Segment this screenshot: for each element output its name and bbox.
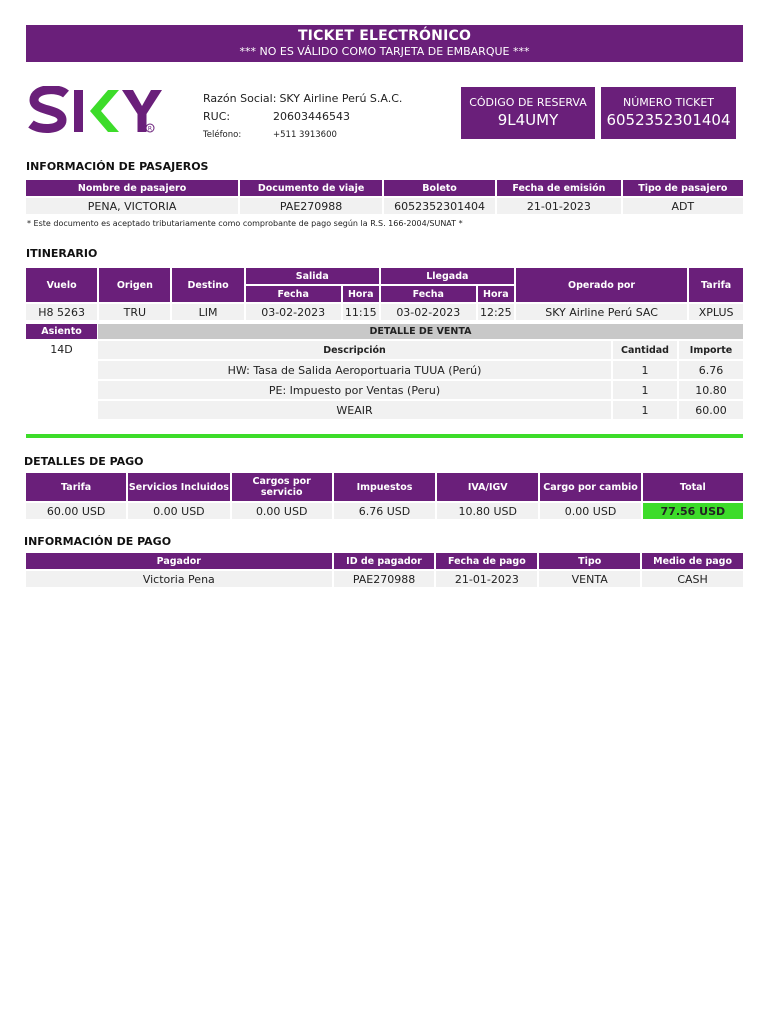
- seat-table: [24, 322, 99, 359]
- passengers-section-title: INFORMACIÓN DE PASAJEROS: [26, 160, 209, 173]
- col-header: Total: [643, 473, 743, 501]
- sale-description: WEAIR: [98, 401, 611, 419]
- col-header: Hora: [478, 286, 514, 302]
- payment-info-section-title: INFORMACIÓN DE PAGO: [24, 535, 172, 548]
- col-header: Cargo por cambio: [540, 473, 640, 501]
- payment-method: CASH: [642, 571, 743, 587]
- sale-description: PE: Impuesto por Ventas (Peru): [98, 381, 611, 399]
- itinerary-section-title: ITINERARIO: [26, 247, 98, 260]
- reservation-code-value: 9L4UMY: [497, 111, 559, 129]
- col-header: Medio de pago: [642, 553, 743, 569]
- col-header: Pagador: [26, 553, 332, 569]
- col-header: Cantidad: [613, 341, 677, 359]
- ticket-number-value: 6052352301404: [606, 111, 731, 129]
- col-header: Llegada: [381, 268, 514, 284]
- col-header: Nombre de pasajero: [26, 180, 238, 196]
- ticket-number-label: NÚMERO TICKET: [622, 96, 715, 109]
- total-amount: 77.56 USD: [643, 503, 743, 519]
- col-header: Destino: [172, 268, 243, 302]
- sale-amount: 60.00: [679, 401, 743, 419]
- reservation-code-label: CÓDIGO DE RESERVA: [469, 96, 587, 109]
- razon-social-label: Razón Social:: [203, 92, 277, 105]
- seat-label: Asiento: [26, 324, 97, 339]
- travel-document: PAE270988: [240, 198, 382, 214]
- telefono-value: +511 3913600: [273, 130, 337, 140]
- col-header: Tarifa: [26, 473, 126, 501]
- ticket-subtitle: *** NO ES VÁLIDO COMO TARJETA DE EMBARQUE ***: [239, 45, 530, 58]
- col-header: Impuestos: [334, 473, 435, 501]
- sale-detail-title-row: [98, 324, 743, 339]
- passenger-type: ADT: [623, 198, 743, 214]
- sale-detail-title: DETALLE DE VENTA: [98, 324, 743, 339]
- sale-quantity: 1: [613, 401, 677, 419]
- payment-type: VENTA: [539, 571, 640, 587]
- col-header: Servicios Incluidos: [128, 473, 229, 501]
- section-divider: [26, 434, 743, 438]
- table-row: [26, 571, 743, 587]
- destination: LIM: [172, 304, 243, 320]
- payer-id: PAE270988: [334, 571, 435, 587]
- seat-value: 14D: [26, 341, 97, 357]
- col-header: Descripción: [98, 341, 611, 359]
- table-row: [98, 381, 743, 399]
- ticket-title: TICKET ELECTRÓNICO: [297, 28, 472, 44]
- sale-detail-table: [96, 322, 745, 421]
- fare-class: XPLUS: [689, 304, 743, 320]
- company-info: [203, 90, 402, 144]
- svg-text:R: R: [147, 125, 153, 133]
- included-services-amount: 0.00 USD: [128, 503, 229, 519]
- seat-header-row: [26, 324, 97, 339]
- departure-date: 03-02-2023: [246, 304, 341, 320]
- passenger-name: PENA, VICTORIA: [26, 198, 238, 214]
- arrival-date: 03-02-2023: [381, 304, 476, 320]
- col-header: Cargos por servicio: [232, 473, 332, 501]
- sky-logo: [28, 86, 168, 136]
- departure-time: 11:15: [343, 304, 379, 320]
- reservation-code-box: [461, 87, 595, 139]
- table-row: [26, 304, 743, 320]
- ruc-label: RUC:: [203, 110, 231, 123]
- sale-quantity: 1: [613, 381, 677, 399]
- col-header: Fecha: [381, 286, 476, 302]
- table-row: [98, 361, 743, 379]
- col-header: Documento de viaje: [240, 180, 382, 196]
- flight-number: H8 5263: [26, 304, 97, 320]
- passengers-table: [24, 178, 745, 216]
- ruc-value: 20603446543: [273, 110, 350, 123]
- operated-by: SKY Airline Perú SAC: [516, 304, 687, 320]
- ticket-banner: [26, 25, 743, 62]
- table-row: [26, 341, 97, 357]
- col-header: Fecha de pago: [436, 553, 537, 569]
- col-header: Salida: [246, 268, 379, 284]
- taxes-amount: 6.76 USD: [334, 503, 435, 519]
- ticket-number-box: [601, 87, 736, 139]
- col-header: Origen: [99, 268, 170, 302]
- col-header: Operado por: [516, 268, 687, 302]
- col-header: Fecha: [246, 286, 341, 302]
- payment-info-header-row: [26, 553, 743, 569]
- change-fee-amount: 0.00 USD: [540, 503, 640, 519]
- col-header: Tipo: [539, 553, 640, 569]
- sale-description: HW: Tasa de Salida Aeroportuaria TUUA (Perú): [98, 361, 611, 379]
- sale-amount: 6.76: [679, 361, 743, 379]
- col-header: Importe: [679, 341, 743, 359]
- payment-date: 21-01-2023: [436, 571, 537, 587]
- col-header: Fecha de emisión: [497, 180, 620, 196]
- payment-info-table: [24, 551, 745, 589]
- table-row: [26, 198, 743, 214]
- tax-note: * Este documento es aceptado tributariamente como comprobante de pago según la R.S. 166-2004/SUNAT *: [27, 219, 463, 228]
- col-header: Hora: [343, 286, 379, 302]
- col-header: Boleto: [384, 180, 495, 196]
- itinerary-header-row: [26, 268, 743, 284]
- telefono-label: Teléfono:: [203, 130, 242, 140]
- sale-amount: 10.80: [679, 381, 743, 399]
- origin: TRU: [99, 304, 170, 320]
- razon-social-value: SKY Airline Perú S.A.C.: [279, 92, 403, 105]
- vat-amount: 10.80 USD: [437, 503, 538, 519]
- passengers-header-row: [26, 180, 743, 196]
- payment-details-section-title: DETALLES DE PAGO: [24, 455, 144, 468]
- col-header: ID de pagador: [334, 553, 435, 569]
- col-header: Tarifa: [689, 268, 743, 302]
- issue-date: 21-01-2023: [497, 198, 620, 214]
- fare-amount: 60.00 USD: [26, 503, 126, 519]
- sale-detail-header-row: [98, 341, 743, 359]
- sale-quantity: 1: [613, 361, 677, 379]
- table-row: [98, 401, 743, 419]
- col-header: IVA/IGV: [437, 473, 538, 501]
- payment-details-header-row: [26, 473, 743, 501]
- service-charges-amount: 0.00 USD: [232, 503, 332, 519]
- col-header: Tipo de pasajero: [623, 180, 743, 196]
- table-row: [26, 503, 743, 519]
- payment-details-table: [24, 471, 745, 521]
- arrival-time: 12:25: [478, 304, 514, 320]
- itinerary-table: [24, 266, 745, 322]
- col-header: Vuelo: [26, 268, 97, 302]
- payer-name: Victoria Pena: [26, 571, 332, 587]
- ticket-code: 6052352301404: [384, 198, 495, 214]
